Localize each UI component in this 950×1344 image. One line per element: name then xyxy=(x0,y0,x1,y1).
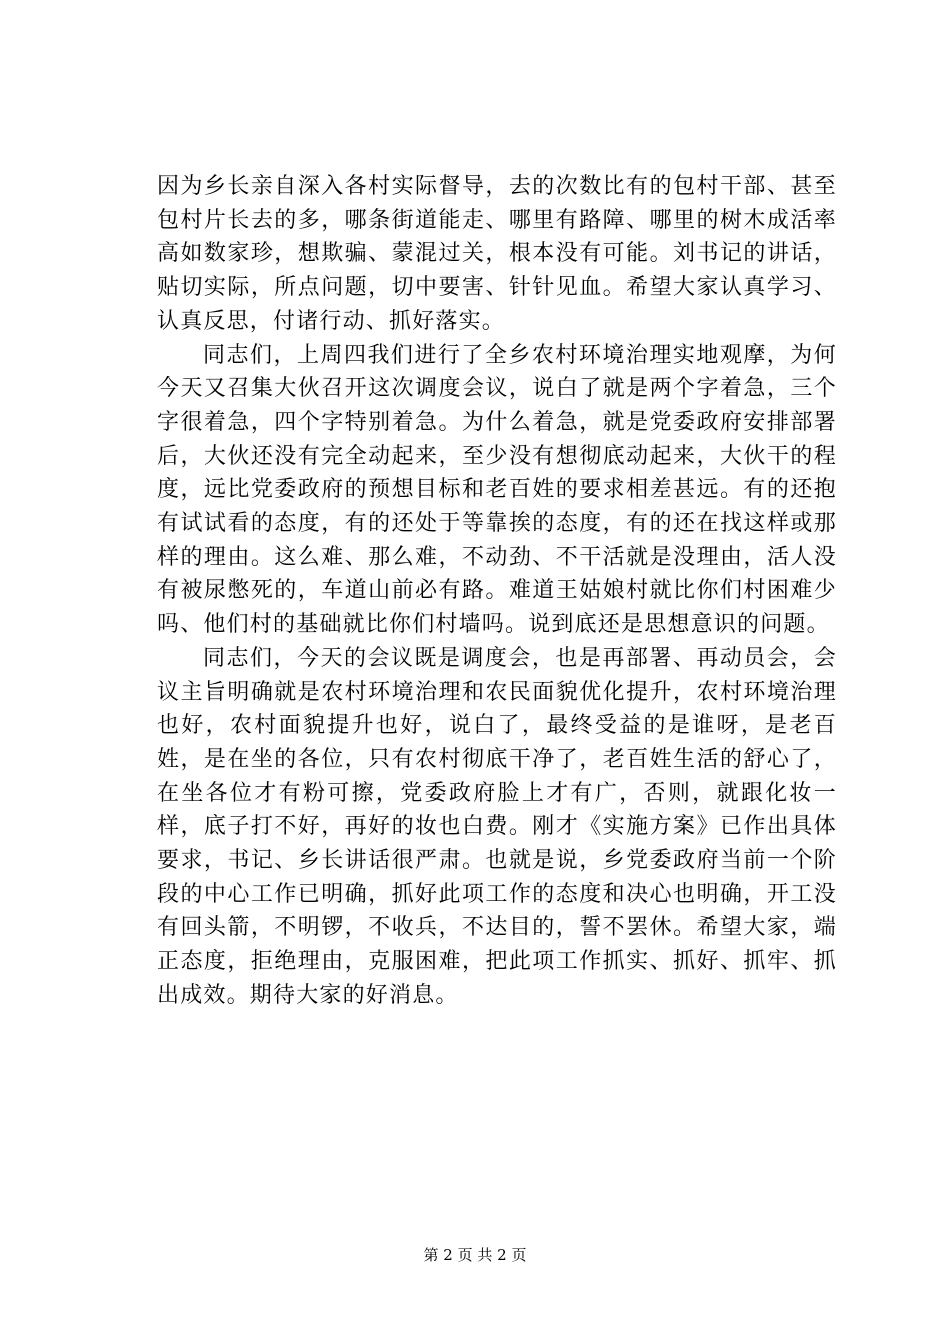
paragraph-2: 同志们，上周四我们进行了全乡农村环境治理实地观摩，为何今天又召集大伙召开这次调度会议，说白了就是两个字着急，三个字很着急，四个字特别着急。为什么着急，就是党委政府安排部署后，大伙还没有完全动起来，至少没有想彻底动起来，大伙干的程度，远比党委政府的预想目标和老百姓的要求相差甚远。有的还抱有试试看的态度，有的还处于等靠挨的态度，有的还在找这样或那样的理由。这么难、那么难，不动劲、不干活就是没理由，活人没有被尿憋死的，车道山前必有路。难道王姑娘村就比你们村困难少吗、他们村的基础就比你们村墙吗。说到底还是思想意识的问题。 xyxy=(157,342,837,638)
paragraph-1: 因为乡长亲自深入各村实际督导，去的次数比有的包村干部、甚至包村片长去的多，哪条街道能走、哪里有路障、哪里的树木成活率高如数家珍，想欺骗、蒙混过关，根本没有可能。刘书记的讲话，贴切实际，所点问题，切中要害、针针见血。希望大家认真学习、认真反思，付诸行动、抓好落实。 xyxy=(157,174,837,334)
document-body xyxy=(157,170,837,1013)
page-number-footer: 第 2 页 共 2 页 xyxy=(423,1246,527,1264)
paragraph-3: 同志们，今天的会议既是调度会，也是再部署、再动员会，会议主旨明确就是农村环境治理和农民面貌优化提升，农村环境治理也好，农村面貌提升也好，说白了，最终受益的是谁呀，是老百姓，是在坐的各位，只有农村彻底干净了，老百姓生活的舒心了，在坐各位才有粉可擦，党委政府脸上才有广，否则，就跟化妆一样，底子打不好，再好的妆也白费。刚才《实施方案》已作出具体要求，书记、乡长讲话很严肃。也就是说，乡党委政府当前一个阶段的中心工作已明确，抓好此项工作的态度和决心也明确，开工没有回头箭，不明锣，不收兵，不达目的，誓不罢休。希望大家，端正态度，拒绝理由，克服困难，把此项工作抓实、抓好、抓牢、抓出成效。期待大家的好消息。 xyxy=(157,645,837,1008)
